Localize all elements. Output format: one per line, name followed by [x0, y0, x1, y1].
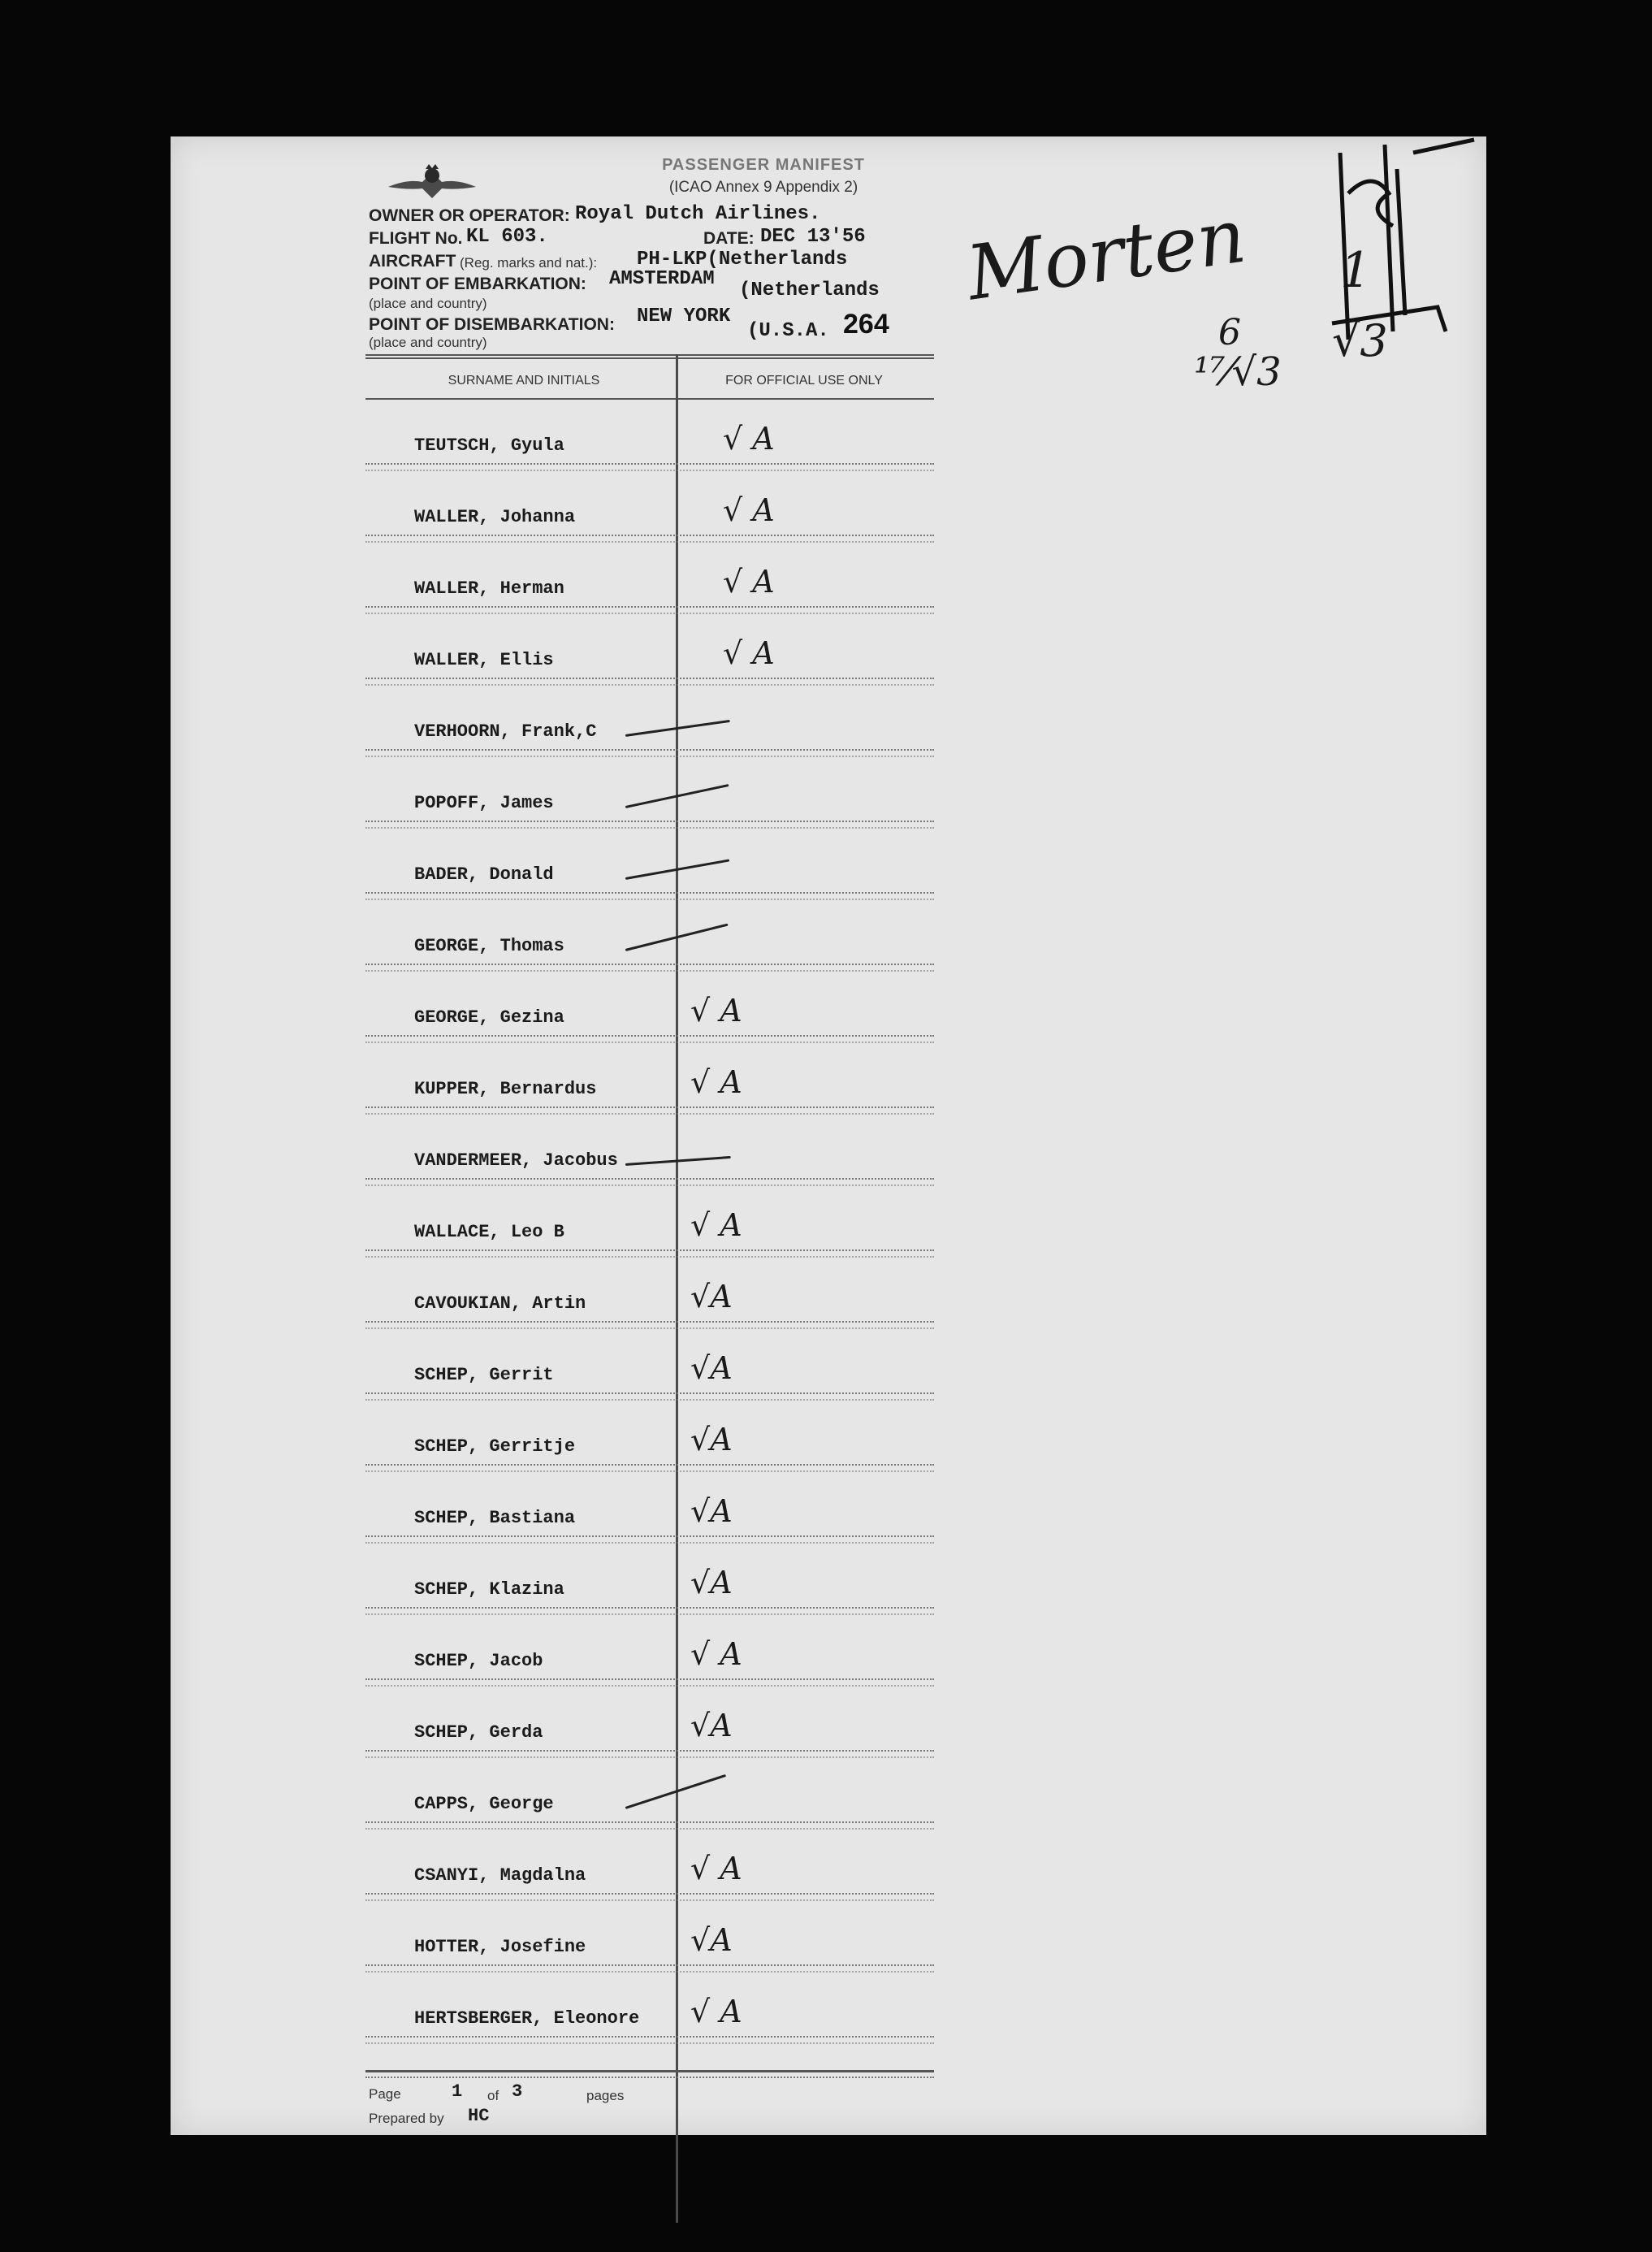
row-dotted-rule-2	[365, 1828, 934, 1830]
row-dotted-rule	[365, 1964, 934, 1966]
date-label: DATE:	[703, 229, 755, 248]
row-dotted-rule-2	[365, 541, 934, 543]
embark-sublabel: (place and country)	[369, 296, 487, 311]
row-dotted-rule-2	[365, 1184, 934, 1186]
row-dotted-rule	[365, 892, 934, 894]
row-dotted-rule	[365, 1678, 934, 1680]
manifest-title: PASSENGER MANIFEST	[662, 156, 865, 174]
page-label: Page	[369, 2086, 401, 2102]
header-divider-2	[365, 357, 934, 359]
handwritten-number: 1	[1340, 242, 1372, 299]
embark-label: POINT OF EMBARKATION:	[369, 275, 586, 293]
passenger-name: CAPPS, George	[414, 1794, 554, 1814]
handwritten-fraction: ¹⁷⁄√3	[1194, 349, 1282, 395]
row-dotted-rule	[365, 1464, 934, 1466]
aircraft-value: PH-LKP(Netherlands	[637, 249, 848, 271]
row-dotted-rule-2	[365, 684, 934, 686]
column-header-official: FOR OFFICIAL USE ONLY	[725, 374, 883, 388]
prepared-label: Prepared by	[369, 2111, 444, 2126]
of-label: of	[487, 2088, 499, 2103]
official-mark: √ A	[690, 1851, 742, 1886]
disembark-country: (U.S.A.	[747, 320, 829, 342]
passenger-name: WALLACE, Leo B	[414, 1222, 564, 1242]
aircraft-label: AIRCRAFT	[369, 252, 456, 271]
passenger-name: WALLER, Herman	[414, 578, 564, 599]
official-mark: √ A	[723, 421, 775, 457]
footer-divider	[365, 2070, 934, 2072]
row-dotted-rule-2	[365, 756, 934, 757]
manifest-subtitle: (ICAO Annex 9 Appendix 2)	[668, 179, 858, 196]
manifest-page	[171, 136, 1486, 2135]
row-dotted-rule-2	[365, 1756, 934, 1758]
passenger-name: CSANYI, Magdalna	[414, 1865, 586, 1886]
date-value: DEC 13'56	[760, 226, 866, 248]
column-header-divider	[365, 398, 934, 400]
row-dotted-rule-2	[365, 1042, 934, 1043]
row-dotted-rule	[365, 606, 934, 608]
row-dotted-rule-2	[365, 1470, 934, 1472]
passenger-name: TEUTSCH, Gyula	[414, 435, 564, 456]
passenger-name: VANDERMEER, Jacobus	[414, 1150, 618, 1171]
passenger-name: SCHEP, Gerritje	[414, 1436, 576, 1457]
flight-value: KL 603.	[466, 226, 548, 248]
pages-label: pages	[586, 2088, 625, 2103]
handwritten-six: 6	[1218, 312, 1241, 353]
row-dotted-rule	[365, 1178, 934, 1180]
row-dotted-rule-2	[365, 1327, 934, 1329]
row-dotted-rule	[365, 821, 934, 822]
disembark-label: POINT OF DISEMBARKATION:	[369, 315, 615, 334]
row-dotted-rule-2	[365, 1971, 934, 1973]
passenger-name: HERTSBERGER, Eleonore	[414, 2008, 640, 2029]
klm-crown-logo	[383, 158, 481, 203]
official-mark: √A	[690, 1493, 733, 1529]
row-dotted-rule-2	[365, 2042, 934, 2044]
row-dotted-rule	[365, 1607, 934, 1609]
row-dotted-rule	[365, 1893, 934, 1895]
row-dotted-rule-2	[365, 470, 934, 471]
passenger-name: WALLER, Ellis	[414, 650, 554, 670]
row-dotted-rule-2	[365, 970, 934, 972]
row-dotted-rule	[365, 535, 934, 536]
row-dotted-rule	[365, 749, 934, 751]
prepared-value: HC	[468, 2106, 490, 2126]
official-mark: √A	[690, 1279, 733, 1314]
passenger-name: VERHOORN, Frank,C	[414, 721, 597, 742]
row-dotted-rule-2	[365, 827, 934, 829]
passenger-name: SCHEP, Gerrit	[414, 1365, 554, 1385]
handwritten-v3: √3	[1332, 315, 1388, 366]
row-dotted-rule	[365, 1821, 934, 1823]
passenger-name: POPOFF, James	[414, 793, 554, 813]
row-dotted-rule	[365, 1321, 934, 1323]
disembark-value: NEW YORK	[637, 305, 731, 327]
manifest-number: 264	[843, 309, 889, 340]
row-dotted-rule-2	[365, 1256, 934, 1258]
passenger-name: SCHEP, Bastiana	[414, 1508, 576, 1528]
passenger-name: SCHEP, Jacob	[414, 1651, 543, 1671]
row-dotted-rule	[365, 678, 934, 679]
row-dotted-rule	[365, 1750, 934, 1752]
row-dotted-rule	[365, 1035, 934, 1037]
row-dotted-rule	[365, 1392, 934, 1394]
passenger-name: SCHEP, Gerda	[414, 1722, 543, 1743]
column-divider	[676, 354, 678, 2223]
row-dotted-rule	[365, 2036, 934, 2038]
passenger-name: CAVOUKIAN, Artin	[414, 1293, 586, 1314]
row-dotted-rule-2	[365, 899, 934, 900]
row-dotted-rule-2	[365, 1613, 934, 1615]
passenger-name: BADER, Donald	[414, 864, 554, 885]
official-mark: √ A	[690, 1994, 742, 2029]
row-dotted-rule-2	[365, 1542, 934, 1544]
owner-value: Royal Dutch Airlines.	[575, 203, 821, 225]
passenger-name: SCHEP, Klazina	[414, 1579, 564, 1600]
row-dotted-rule-2	[365, 613, 934, 614]
embark-value: AMSTERDAM	[609, 268, 715, 290]
row-dotted-rule-2	[365, 1899, 934, 1901]
passenger-name: GEORGE, Gezina	[414, 1007, 564, 1028]
official-mark: √ A	[723, 564, 775, 600]
official-mark: √A	[690, 1350, 733, 1386]
official-mark: √ A	[690, 1636, 742, 1672]
passenger-name: KUPPER, Bernardus	[414, 1079, 597, 1099]
official-mark: √A	[690, 1565, 733, 1600]
row-dotted-rule	[365, 1249, 934, 1251]
official-mark: √ A	[690, 993, 742, 1029]
official-mark: √ A	[723, 492, 775, 528]
official-mark: √ A	[723, 635, 775, 671]
official-mark: √A	[690, 1422, 733, 1457]
column-header-surname: SURNAME AND INITIALS	[448, 374, 600, 388]
passenger-name: WALLER, Johanna	[414, 507, 576, 527]
row-dotted-rule	[365, 463, 934, 465]
official-mark: √ A	[690, 1064, 742, 1100]
row-dotted-rule-2	[365, 1113, 934, 1115]
official-mark: √A	[690, 1922, 733, 1958]
embark-country: (Netherlands	[739, 279, 880, 301]
header-divider	[365, 354, 934, 356]
of-value: 3	[512, 2081, 523, 2102]
row-dotted-rule	[365, 1107, 934, 1108]
disembark-sublabel: (place and country)	[369, 335, 487, 350]
row-dotted-rule-2	[365, 1399, 934, 1401]
aircraft-sublabel: (Reg. marks and nat.):	[460, 255, 598, 271]
passenger-name: GEORGE, Thomas	[414, 936, 564, 956]
official-mark: √ A	[690, 1207, 742, 1243]
flight-label: FLIGHT No.	[369, 229, 463, 248]
row-dotted-rule	[365, 964, 934, 965]
passenger-name: HOTTER, Josefine	[414, 1937, 586, 1957]
official-mark: √A	[690, 1708, 733, 1743]
footer-divider-2	[365, 2077, 934, 2078]
handwritten-name: Morten	[962, 192, 1252, 318]
owner-label: OWNER OR OPERATOR:	[369, 206, 570, 225]
row-dotted-rule	[365, 1535, 934, 1537]
page-value: 1	[452, 2081, 463, 2102]
row-dotted-rule-2	[365, 1685, 934, 1687]
